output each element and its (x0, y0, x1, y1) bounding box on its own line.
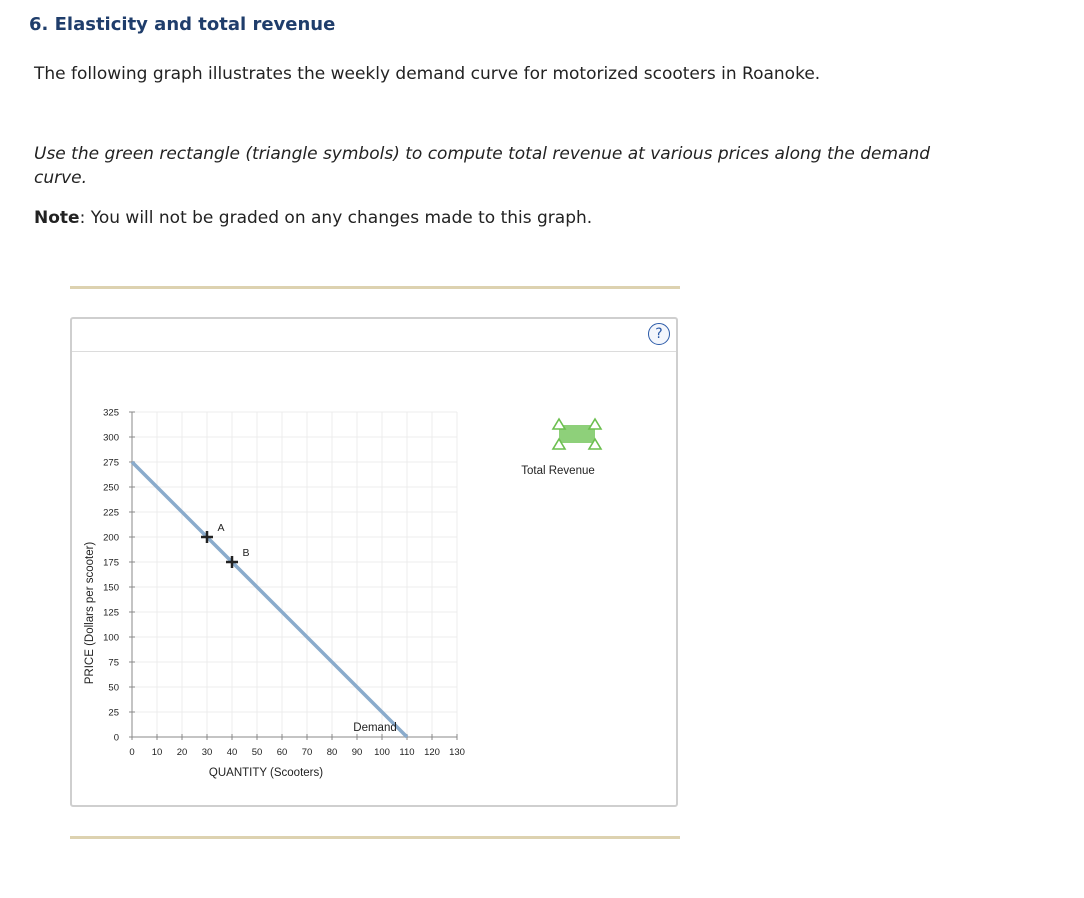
x-axis-label: QUANTITY (Scooters) (208, 767, 324, 779)
y-axis-label: PRICE (Dollars per scooter) (84, 541, 96, 685)
x-tick-label: 100 (374, 747, 390, 758)
y-tick-label: 300 (103, 432, 119, 444)
x-tick-label: 30 (201, 747, 213, 758)
x-tick-label: 70 (301, 747, 313, 758)
point-A-label: A (217, 522, 225, 534)
y-tick-label: 50 (108, 682, 119, 694)
y-tick-label: 325 (103, 407, 119, 419)
y-tick-label: 275 (103, 457, 119, 469)
y-tick-label: 250 (103, 482, 119, 494)
x-tick-label: 50 (251, 747, 263, 758)
help-icon: ? (655, 326, 663, 342)
triangle-handle-top-left[interactable] (553, 419, 565, 429)
chart-series (132, 462, 407, 737)
y-tick-label: 150 (103, 582, 119, 594)
y-tick-label: 100 (103, 632, 119, 644)
bottom-divider (70, 836, 680, 839)
chart-points (201, 522, 250, 568)
y-tick-label: 25 (108, 707, 119, 719)
y-tick-label: 200 (103, 532, 119, 544)
x-tick-label: 40 (226, 747, 238, 758)
x-tick-label: 110 (399, 747, 415, 758)
x-tick-label: 120 (424, 747, 440, 758)
y-tick-label: 75 (108, 657, 119, 669)
triangle-handle-top-right[interactable] (589, 419, 601, 429)
total-revenue-tool[interactable] (553, 419, 601, 449)
x-tick-label: 10 (151, 747, 163, 758)
y-tick-label: 175 (103, 557, 119, 569)
question-instruction: Use the green rectangle (triangle symbols) to compute total revenue at various prices along the demand curve. (34, 144, 931, 188)
question-title: 6. Elasticity and total revenue (29, 14, 336, 35)
y-tick-label: 125 (103, 607, 119, 619)
x-tick-label: 90 (351, 747, 363, 758)
y-tick-label: 225 (103, 507, 119, 519)
demand-chart (72, 319, 676, 805)
x-tick-label: 80 (326, 747, 338, 758)
chart-grid (132, 412, 457, 737)
x-tick-label: 130 (449, 747, 465, 758)
graph-panel (70, 317, 678, 807)
x-tick-label: 20 (176, 747, 188, 758)
x-tick-label: 0 (129, 747, 135, 758)
demand-curve (132, 462, 407, 737)
note-label: Note (34, 208, 80, 228)
note-text: : You will not be graded on any changes made to this graph. (79, 208, 593, 228)
top-divider (70, 286, 680, 289)
x-tick-label: 60 (276, 747, 288, 758)
question-intro: The following graph illustrates the weekly demand curve for motorized scooters in Roanoke. (34, 64, 821, 84)
point-B-label: B (242, 547, 250, 559)
palette-label: Total Revenue (521, 465, 595, 477)
question-note (34, 208, 592, 228)
demand-curve-label: Demand (353, 722, 397, 734)
y-tick-label: 0 (113, 732, 119, 744)
